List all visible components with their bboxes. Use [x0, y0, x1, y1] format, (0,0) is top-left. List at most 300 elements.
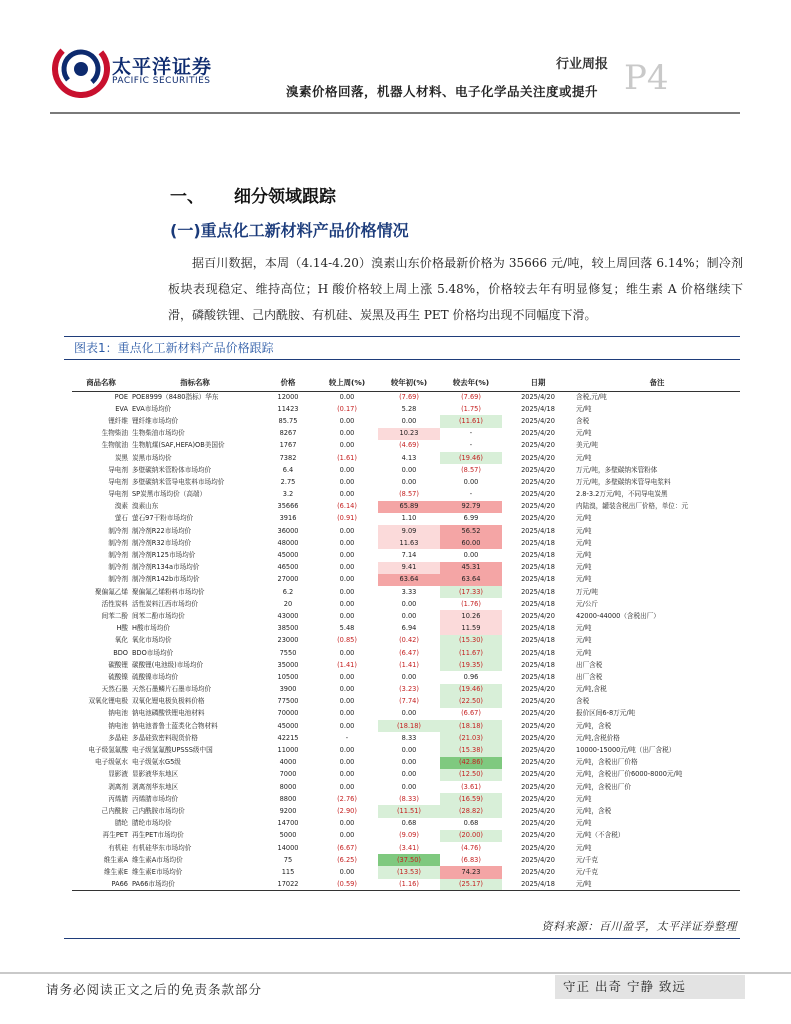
date-cell: 2025/4/20: [521, 416, 555, 425]
note-cell: 42000-44000（含税出厂）: [576, 611, 660, 620]
product-name-cell: 再生PET: [102, 831, 128, 840]
yoy-change-cell: (15.30): [440, 635, 502, 647]
indicator-cell: 钠电池普鲁士蓝类化合物材料: [132, 721, 218, 730]
date-cell: 2025/4/20: [521, 855, 555, 864]
yoy-change-cell: -: [469, 490, 473, 499]
date-cell: 2025/4/20: [521, 697, 555, 706]
indicator-cell: 多晶硅致密料现货价格: [132, 733, 198, 742]
yoy-change-cell: (22.50): [440, 696, 502, 708]
date-cell: 2025/4/20: [521, 770, 555, 779]
wow-change-cell: 0.00: [339, 416, 355, 425]
wow-change-cell: (0.91): [337, 514, 357, 523]
product-name-cell: 多晶硅: [108, 733, 128, 742]
body-paragraph: 据百川数据，本周（4.14-4.20）溴素山东价格最新价格为 35666 元/吨，较上周回落 6.14%；制冷剂板块表现稳定、维持高位；H 酸价格较上周上涨 5.48%，价格较去年有明显修复；维生素 A 价格继续下滑，磷酸铁锂、己内酰胺、有机硅、炭黑及再生 PET 价格均出现不同幅度下滑。: [168, 256, 743, 322]
table-row: [72, 769, 740, 781]
note-cell: 元/吨: [576, 624, 592, 633]
ytd-change-cell: 4.13: [401, 453, 417, 462]
table-row: [72, 793, 740, 805]
table-row: [72, 805, 740, 817]
yoy-change-cell: (28.82): [440, 805, 502, 817]
note-cell: 元/吨,含税价格: [576, 733, 620, 742]
wow-change-cell: (0.85): [337, 636, 357, 645]
wow-change-cell: 0.00: [339, 465, 355, 474]
date-cell: 2025/4/20: [521, 392, 555, 401]
table-row: [72, 489, 740, 501]
column-header: 较上周(%): [316, 375, 378, 391]
note-cell: 万元/吨，多壁碳纳米管导电浆料: [576, 477, 671, 486]
product-name-cell: 钠电池: [108, 709, 128, 718]
indicator-cell: 天然石墨鳞片石墨市场均价: [132, 685, 212, 694]
yoy-change-cell: 56.52: [440, 525, 502, 537]
date-cell: 2025/4/20: [521, 867, 555, 876]
indicator-cell: 多壁碳纳米管导电浆料市场均价: [132, 477, 225, 486]
indicator-cell: EVA市场均价: [132, 404, 172, 413]
table-row: [72, 757, 740, 769]
date-cell: 2025/4/18: [521, 404, 555, 413]
price-cell: 5000: [279, 831, 297, 840]
indicator-cell: 双氧化锂电极负极料价格: [132, 697, 205, 706]
yoy-change-cell: (17.33): [440, 586, 502, 598]
wow-change-cell: (6.67): [337, 843, 357, 852]
table-row: [72, 415, 740, 427]
price-cell: 42215: [277, 733, 299, 742]
company-name-cn: 太平洋证券: [112, 56, 213, 78]
price-cell: 11000: [277, 746, 299, 755]
column-header: 商品名称: [72, 375, 130, 391]
product-name-cell: 维生素E: [104, 867, 128, 876]
note-cell: 10000-15000元/吨（出厂含税）: [576, 746, 676, 755]
price-cell: 9200: [279, 806, 297, 815]
note-cell: 元/吨，含税出厂价6000-8000元/吨: [576, 770, 683, 779]
table-row: [72, 464, 740, 476]
product-name-cell: POE: [114, 392, 128, 401]
table-row: [72, 513, 740, 525]
ytd-change-cell: 65.89: [378, 501, 440, 513]
wow-change-cell: (2.90): [337, 806, 357, 815]
report-subtitle: 溴素价格回落，机器人材料、电子化学品关注度或提升: [286, 84, 599, 99]
yoy-change-cell: (12.50): [440, 769, 502, 781]
product-name-cell: EVA: [115, 404, 128, 413]
note-cell: 元/吨，含税: [576, 806, 612, 815]
product-name-cell: 剥离剂: [108, 782, 128, 791]
wow-change-cell: 0.00: [339, 758, 355, 767]
indicator-cell: 腈纶市场均价: [132, 819, 172, 828]
price-tracking-table: [72, 375, 740, 891]
indicator-cell: 生物航煤(SAF,HEFA)OB美国价: [132, 441, 225, 450]
wow-change-cell: 0.00: [339, 611, 355, 620]
table-row: [72, 696, 740, 708]
date-cell: 2025/4/18: [521, 599, 555, 608]
date-cell: 2025/4/18: [521, 526, 555, 535]
indicator-cell: 制冷剂R142b市场均价: [132, 575, 200, 584]
ytd-change-cell: 7.14: [401, 551, 417, 560]
indicator-cell: 制冷剂R125市场均价: [132, 551, 196, 560]
price-cell: 6.2: [282, 587, 294, 596]
wow-change-cell: 5.48: [339, 624, 355, 633]
price-cell: 1767: [279, 441, 297, 450]
table-row: [72, 879, 740, 891]
date-cell: 2025/4/20: [521, 746, 555, 755]
price-cell: 3.2: [282, 490, 294, 499]
footer-divider: [0, 972, 791, 974]
table-row: [72, 476, 740, 488]
note-cell: 元/吨，含税出厂价: [576, 782, 631, 791]
indicator-cell: H酸市场均价: [132, 624, 170, 633]
note-cell: 元/吨（不含税）: [576, 831, 625, 840]
table-body: [72, 391, 740, 891]
wow-change-cell: 0.00: [339, 782, 355, 791]
product-name-cell: 制冷剂: [108, 526, 128, 535]
price-cell: 36000: [277, 526, 299, 535]
source-divider: [64, 938, 740, 939]
table-row: [72, 623, 740, 635]
product-name-cell: 腈纶: [114, 819, 128, 828]
date-cell: 2025/4/18: [521, 624, 555, 633]
product-name-cell: 导电剂: [108, 477, 128, 486]
indicator-cell: 萤石97干粉市场均价: [132, 514, 194, 523]
yoy-change-cell: (15.38): [440, 744, 502, 756]
price-cell: 4000: [279, 758, 297, 767]
yoy-change-cell: (8.57): [461, 465, 481, 474]
price-cell: 48000: [277, 538, 299, 547]
yoy-change-cell: (21.03): [440, 732, 502, 744]
ytd-change-cell: (11.51): [378, 805, 440, 817]
price-cell: 45000: [277, 551, 299, 560]
ytd-change-cell: (18.18): [378, 720, 440, 732]
indicator-cell: SP炭黑市场均价（高端）: [132, 490, 207, 499]
price-cell: 75: [283, 855, 293, 864]
ytd-change-cell: (4.69): [399, 441, 419, 450]
note-cell: 元/吨: [576, 514, 592, 523]
column-header: 指标名称: [130, 375, 260, 391]
table-row: [72, 732, 740, 744]
indicator-cell: POE8999（8480指标）华东: [132, 392, 219, 401]
note-cell: 出厂含税: [576, 660, 603, 669]
indicator-cell: 显影液华东地区: [132, 770, 179, 779]
yoy-change-cell: 63.64: [440, 574, 502, 586]
product-name-cell: 碳酸锂: [108, 660, 128, 669]
ytd-change-cell: 63.64: [378, 574, 440, 586]
yoy-change-cell: (18.18): [440, 720, 502, 732]
product-name-cell: 萤石: [114, 514, 128, 523]
indicator-cell: 活性炭料江西市场均价: [132, 599, 198, 608]
product-name-cell: 钠电池: [108, 721, 128, 730]
note-cell: 元/吨: [576, 551, 592, 560]
note-cell: 元/吨: [576, 648, 592, 657]
date-cell: 2025/4/20: [521, 611, 555, 620]
wow-change-cell: 0.00: [339, 648, 355, 657]
product-name-cell: 生物柴油: [101, 429, 128, 438]
product-name-cell: 制冷剂: [108, 575, 128, 584]
table-row: [72, 708, 740, 720]
section-heading-1: [170, 182, 336, 207]
ytd-change-cell: 0.00: [401, 416, 417, 425]
yoy-change-cell: (1.76): [461, 599, 481, 608]
wow-change-cell: 0.00: [339, 770, 355, 779]
indicator-cell: 制冷剂R22市场均价: [132, 526, 192, 535]
ytd-change-cell: 11.63: [378, 537, 440, 549]
date-cell: 2025/4/18: [521, 672, 555, 681]
wow-change-cell: 0.00: [339, 746, 355, 755]
table-row: [72, 428, 740, 440]
note-cell: 元/公斤: [576, 599, 599, 608]
product-name-cell: 制冷剂: [108, 538, 128, 547]
price-cell: 11423: [277, 404, 299, 413]
indicator-cell: 有机硅华东市场均价: [132, 843, 192, 852]
yoy-change-cell: -: [469, 429, 473, 438]
ytd-change-cell: 9.41: [378, 562, 440, 574]
yoy-change-cell: 45.31: [440, 562, 502, 574]
date-cell: 2025/4/18: [502, 879, 574, 891]
product-name-cell: 维生素A: [103, 855, 128, 864]
table-row: [72, 744, 740, 756]
date-cell: 2025/4/20: [521, 453, 555, 462]
ytd-change-cell: (3.41): [399, 843, 419, 852]
table-row: [72, 842, 740, 854]
yoy-change-cell: (11.61): [440, 415, 502, 427]
date-cell: 2025/4/20: [521, 831, 555, 840]
table-row: [72, 635, 740, 647]
wow-change-cell: 0.00: [339, 721, 355, 730]
yoy-change-cell: (19.35): [440, 659, 502, 671]
note-cell: 含税: [576, 416, 590, 425]
table-row: [72, 647, 740, 659]
table-row: [72, 781, 740, 793]
ytd-change-cell: 0.00: [401, 465, 417, 474]
yoy-change-cell: (19.46): [440, 684, 502, 696]
source-note: 资料来源：百川盈孚，太平洋证券整理: [541, 920, 737, 933]
price-cell: 43000: [277, 611, 299, 620]
ytd-change-cell: (1.41): [399, 660, 419, 669]
indicator-cell: 维生素A市场均价: [132, 855, 183, 864]
yoy-change-cell: 6.99: [463, 514, 479, 523]
table-row: [72, 671, 740, 683]
indicator-cell: 碳酸锂(电池级)市场均价: [132, 660, 204, 669]
note-cell: 元/吨: [576, 526, 592, 535]
indicator-cell: 电子级氢氟酸UPSSS级中国: [132, 746, 213, 755]
date-cell: 2025/4/18: [521, 563, 555, 572]
product-name-cell: 显影液: [108, 770, 128, 779]
price-cell: 12000: [277, 392, 299, 401]
date-cell: 2025/4/20: [521, 794, 555, 803]
price-cell: 35666: [277, 502, 299, 511]
date-cell: 2025/4/18: [521, 660, 555, 669]
yoy-change-cell: (7.69): [461, 392, 481, 401]
indicator-cell: 钠电池磷酸铁锂电池材料: [132, 709, 205, 718]
wow-change-cell: 0.00: [339, 477, 355, 486]
indicator-cell: 再生PET市场均价: [132, 831, 184, 840]
date-cell: 2025/4/20: [521, 502, 555, 511]
table-row: [72, 818, 740, 830]
column-header: 较去年(%): [440, 375, 502, 391]
note-cell: 万元/吨: [576, 587, 599, 596]
ytd-change-cell: 0.00: [401, 746, 417, 755]
wow-change-cell: (1.61): [337, 453, 357, 462]
ytd-change-cell: 8.33: [401, 733, 417, 742]
price-cell: 2.75: [280, 477, 296, 486]
note-cell: 元/千克: [576, 855, 599, 864]
indicator-cell: 己内酰胺市场均价: [132, 806, 185, 815]
ytd-change-cell: 0.00: [401, 477, 417, 486]
price-cell: 14700: [277, 819, 299, 828]
date-cell: 2025/4/18: [521, 575, 555, 584]
table-row: [72, 574, 740, 586]
note-cell: 元/千克: [576, 867, 599, 876]
product-name-cell: 锂纤维: [108, 416, 128, 425]
price-cell: 23000: [277, 636, 299, 645]
ytd-change-cell: (3.23): [399, 685, 419, 694]
product-name-cell: 制冷剂: [108, 563, 128, 572]
product-name-cell: 丙烯腈: [108, 794, 128, 803]
price-cell: 115: [281, 867, 295, 876]
note-cell: 元/吨: [576, 794, 592, 803]
product-name-cell: 有机硅: [108, 843, 128, 852]
product-name-cell: 己内酰胺: [101, 806, 128, 815]
note-cell: 元/吨: [576, 575, 592, 584]
date-cell: 2025/4/20: [521, 843, 555, 852]
product-name-cell: 电子级氨水: [95, 758, 128, 767]
ytd-change-cell: (1.16): [378, 879, 440, 891]
date-cell: 2025/4/20: [521, 782, 555, 791]
date-cell: 2025/4/20: [521, 477, 555, 486]
price-cell: 85.75: [278, 416, 298, 425]
ytd-change-cell: (0.42): [399, 636, 419, 645]
date-cell: 2025/4/20: [521, 514, 555, 523]
price-cell: 8800: [279, 794, 297, 803]
ytd-change-cell: 6.94: [401, 624, 417, 633]
yoy-change-cell: 10.26: [440, 610, 502, 622]
wow-change-cell: (0.17): [337, 404, 357, 413]
wow-change-cell: 0.00: [339, 672, 355, 681]
column-header: 较年初(%): [378, 375, 440, 391]
page-number: P4: [624, 58, 669, 98]
page-header: [0, 0, 791, 118]
yoy-change-cell: 11.59: [440, 623, 502, 635]
table-row: [72, 866, 740, 878]
table-header-row: [72, 375, 740, 391]
date-cell: 2025/4/18: [521, 551, 555, 560]
wow-change-cell: 0.00: [339, 551, 355, 560]
yoy-change-cell: 60.00: [440, 537, 502, 549]
footer-motto: 守正 出奇 宁静 致远: [555, 975, 745, 999]
indicator-cell: BDO市场均价: [132, 648, 174, 657]
table-row: [72, 549, 740, 561]
wow-change-cell: 0.00: [339, 697, 355, 706]
note-cell: 报价区间6-8万元/吨: [576, 709, 636, 718]
indicator-cell: 丙烯腈市场均价: [132, 794, 179, 803]
indicator-cell: 氧化市场均价: [132, 636, 172, 645]
price-cell: 38500: [277, 624, 299, 633]
wow-change-cell: 0.00: [339, 441, 355, 450]
yoy-change-cell: 0.68: [463, 819, 479, 828]
note-cell: 含税: [576, 697, 590, 706]
wow-change-cell: 0.00: [339, 867, 355, 876]
yoy-change-cell: (6.67): [461, 709, 481, 718]
ytd-change-cell: (7.74): [399, 697, 419, 706]
product-name-cell: BDO: [113, 648, 128, 657]
price-cell: 45000: [277, 721, 299, 730]
note-cell: 元/吨: [576, 636, 592, 645]
yoy-change-cell: (6.83): [461, 855, 481, 864]
table-row: [72, 403, 740, 415]
wow-change-cell: 0.00: [339, 563, 355, 572]
product-name-cell: 溴素: [114, 502, 128, 511]
note-cell: 元/吨: [576, 843, 592, 852]
yoy-change-cell: (42.86): [440, 757, 502, 769]
price-cell: 17022: [260, 879, 316, 891]
price-cell: 27000: [277, 575, 299, 584]
yoy-change-cell: (20.00): [440, 830, 502, 842]
table-row: [72, 720, 740, 732]
date-cell: 2025/4/18: [521, 636, 555, 645]
yoy-change-cell: (3.61): [461, 782, 481, 791]
indicator-cell: 剥离剂华东地区: [132, 782, 179, 791]
price-cell: 7382: [279, 453, 297, 462]
table-caption: 图表1：重点化工新材料产品价格跟踪: [64, 336, 740, 360]
column-header: 日期: [502, 375, 574, 391]
wow-change-cell: 0.00: [339, 575, 355, 584]
wow-change-cell: 0.00: [339, 599, 355, 608]
wow-change-cell: 0.00: [339, 819, 355, 828]
product-name-cell: 炭黑: [114, 453, 128, 462]
yoy-change-cell: (4.76): [461, 843, 481, 852]
yoy-change-cell: 0.96: [463, 672, 479, 681]
table-row: [72, 501, 740, 513]
wow-change-cell: (6.25): [337, 855, 357, 864]
note-cell: 出厂含税: [576, 672, 603, 681]
section-title: 细分领域跟踪: [234, 187, 336, 207]
table-row: [72, 525, 740, 537]
date-cell: 2025/4/20: [521, 819, 555, 828]
ytd-change-cell: (37.50): [378, 854, 440, 866]
date-cell: 2025/4/20: [521, 441, 555, 450]
ytd-change-cell: 10.23: [378, 428, 440, 440]
price-cell: 77500: [277, 697, 299, 706]
note-cell: 元/吨,含税: [576, 685, 607, 694]
subsection-heading: (一)重点化工新材料产品价格情况: [170, 221, 409, 240]
note-cell: 内陆溴，罐装含税出厂价格，单位：元: [576, 502, 689, 511]
price-cell: 8267: [279, 429, 297, 438]
product-name-cell: 生物航油: [101, 441, 128, 450]
yoy-change-cell: 92.79: [440, 501, 502, 513]
ytd-change-cell: 0.00: [401, 709, 417, 718]
note-cell: 元/吨: [576, 453, 592, 462]
company-name-en: PACIFIC SECURITIES: [112, 76, 211, 86]
wow-change-cell: 0.00: [339, 429, 355, 438]
date-cell: 2025/4/20: [521, 733, 555, 742]
date-cell: 2025/4/20: [521, 709, 555, 718]
yoy-change-cell: (25.17): [440, 879, 502, 891]
table-row: [72, 598, 740, 610]
table-row: [72, 391, 740, 403]
ytd-change-cell: (7.69): [399, 392, 419, 401]
wow-change-cell: 0.00: [339, 709, 355, 718]
date-cell: 2025/4/20: [521, 721, 555, 730]
indicator-cell: 多壁碳纳米管粉体市场均价: [132, 465, 212, 474]
ytd-change-cell: (8.57): [399, 490, 419, 499]
wow-change-cell: -: [345, 733, 349, 742]
wow-change-cell: 0.00: [339, 526, 355, 535]
ytd-change-cell: (9.09): [399, 831, 419, 840]
note-cell: 元/吨: [576, 538, 592, 547]
indicator-cell: 炭黑市场均价: [132, 453, 172, 462]
date-cell: 2025/4/18: [521, 538, 555, 547]
ytd-change-cell: 0.68: [401, 819, 417, 828]
indicator-cell: 间苯二酚市场均价: [132, 611, 185, 620]
table-row: [72, 610, 740, 622]
wow-change-cell: (6.14): [337, 502, 357, 511]
table-row: [72, 440, 740, 452]
